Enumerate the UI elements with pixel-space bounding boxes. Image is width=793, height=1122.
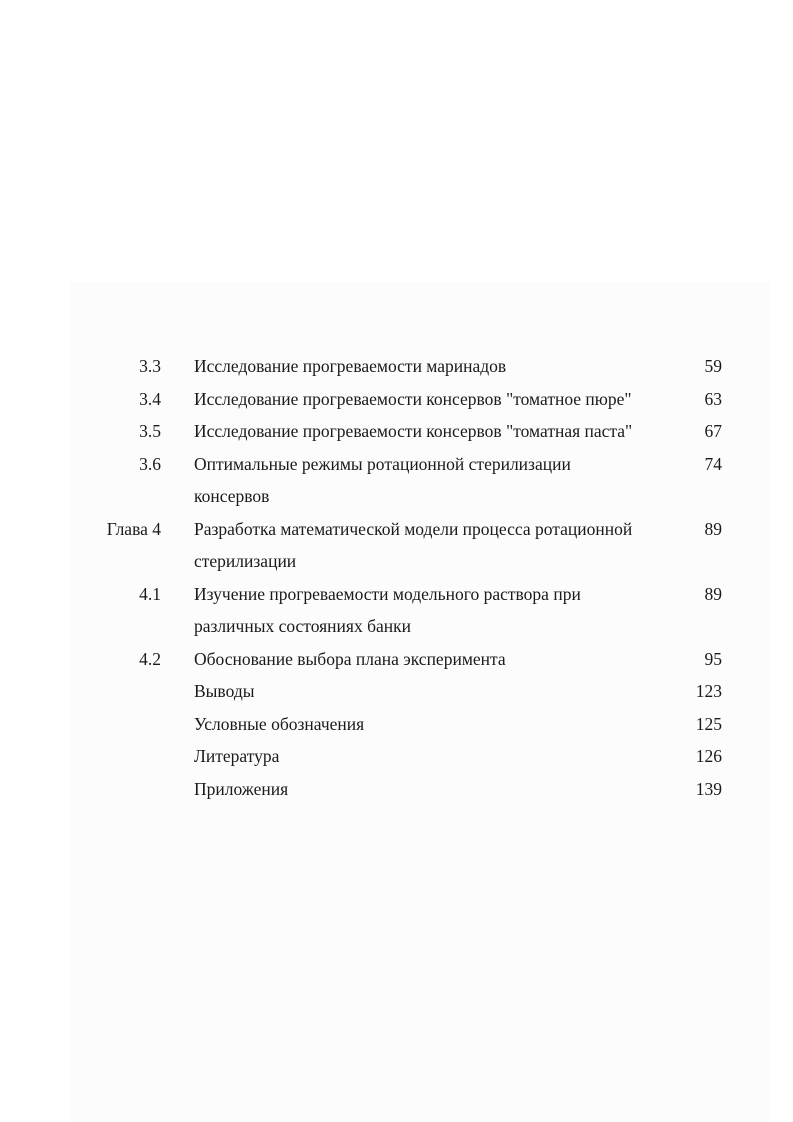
toc-entry-page: 89 (704, 518, 722, 539)
toc-entry-conclusions[interactable] (0, 675, 793, 708)
toc-entry-page: 126 (695, 746, 722, 766)
toc-entry-3-6[interactable] (0, 448, 793, 481)
toc-entry-page: 63 (704, 388, 722, 409)
toc-entry-title: Приложения (194, 778, 289, 799)
toc-entry-chapter-4[interactable] (0, 513, 793, 546)
toc-entry-page: 89 (704, 583, 722, 604)
toc-entry-page: 123 (695, 681, 722, 701)
toc-entry-page: 95 (704, 648, 722, 669)
toc-entry-title: Исследование прогреваемости консервов "томатная паста" (194, 421, 633, 441)
toc-entry-3-3[interactable] (0, 350, 793, 383)
toc-entry-title: Обоснование выбора плана эксперимента (194, 648, 506, 669)
toc-entry-number: 3.6 (139, 453, 161, 474)
toc-entry-page: 125 (695, 713, 722, 734)
toc-entry-page: 67 (704, 421, 722, 441)
toc-entry-title: Выводы (194, 681, 255, 701)
toc-entry-references[interactable] (0, 740, 793, 773)
toc-entry-notation[interactable] (0, 708, 793, 741)
toc-entry-number: 4.1 (139, 583, 161, 604)
table-of-contents (0, 350, 793, 805)
toc-entry-chapter-4-continued[interactable] (0, 545, 793, 578)
toc-entry-4-1[interactable] (0, 578, 793, 611)
toc-entry-page: 139 (695, 778, 722, 799)
toc-entry-title: Изучение прогреваемости модельного раствора при (194, 583, 581, 604)
toc-entry-number: 4.2 (139, 648, 161, 669)
toc-entry-number: 3.4 (139, 388, 161, 409)
toc-entry-3-4[interactable] (0, 383, 793, 416)
toc-entry-title: Разработка математической модели процесса ротационной (194, 518, 633, 539)
toc-entry-title-continued: стерилизации (194, 551, 297, 571)
toc-entry-title: Условные обозначения (194, 713, 365, 734)
toc-entry-number: 3.3 (139, 356, 161, 376)
toc-entry-3-5[interactable] (0, 415, 793, 448)
toc-entry-title-continued: различных состояниях банки (194, 616, 411, 636)
toc-entry-4-1-continued[interactable] (0, 610, 793, 643)
toc-entry-title-continued: консервов (194, 486, 270, 506)
toc-entry-title: Исследование прогреваемости консервов "томатное пюре" (194, 388, 632, 409)
toc-entry-page: 74 (704, 453, 722, 474)
toc-entry-number: 3.5 (139, 421, 161, 441)
toc-entry-4-2[interactable] (0, 643, 793, 676)
toc-entry-3-6-continued[interactable] (0, 480, 793, 513)
toc-entry-appendices[interactable] (0, 773, 793, 806)
toc-entry-title: Литература (194, 746, 280, 766)
toc-entry-title: Исследование прогреваемости маринадов (194, 356, 507, 376)
toc-entry-page: 59 (704, 356, 722, 376)
toc-entry-title: Оптимальные режимы ротационной стерилизации (194, 453, 571, 474)
toc-entry-number: Глава 4 (106, 518, 161, 539)
